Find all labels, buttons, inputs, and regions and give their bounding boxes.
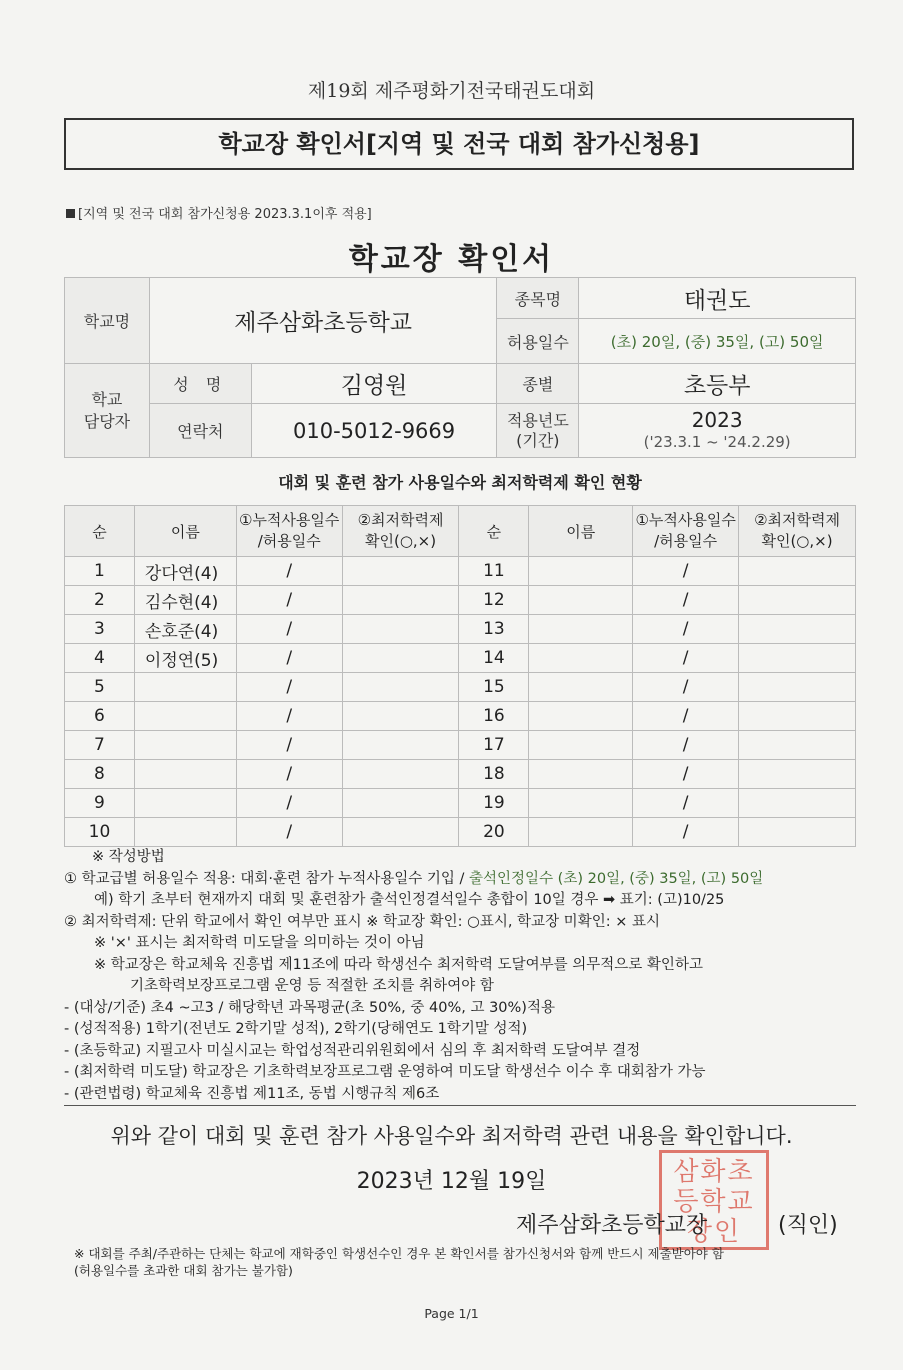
- days-label: 허용일수: [497, 319, 579, 364]
- row-no: 1: [65, 557, 135, 586]
- table-row: [65, 615, 856, 644]
- info-table: [64, 277, 856, 458]
- header-check-right-2: 확인(○,×): [761, 532, 833, 550]
- writing-notes: [64, 847, 864, 1105]
- row-name: [134, 818, 236, 847]
- school-label: 학교명: [65, 278, 150, 364]
- footnote-1: ※ 대회를 주최/주관하는 단체는 학교에 재학중인 학생선수인 경우 본 확인서를 참가신청서와 함께 반드시 제출받아야 함: [74, 1246, 724, 1261]
- year-cell: [579, 404, 856, 458]
- usage-table: [64, 505, 856, 847]
- sub-note: [66, 203, 372, 222]
- row-check: [342, 557, 459, 586]
- row-check: [342, 789, 459, 818]
- row-name: [134, 760, 236, 789]
- name-label: 성 명: [149, 364, 251, 404]
- row-days: /: [236, 731, 342, 760]
- detail-1: - (대상/기준) 초4 ~고3 / 해당학년 과목평균(초 50%, 중 40%, 고 30%)적용: [64, 999, 555, 1016]
- detail-2: - (성적적용) 1학기(전년도 2학기말 성적), 2학기(당해연도 1학기말 성적): [64, 1021, 528, 1037]
- row-no: 4: [65, 644, 135, 673]
- row-check: [342, 760, 459, 789]
- row-no: 7: [65, 731, 135, 760]
- row-days: /: [633, 760, 739, 789]
- row-check: [739, 586, 856, 615]
- note-3: ※ '×' 표시는 최저학력 미도달을 의미하는 것이 아님: [94, 935, 425, 951]
- event-title: 제19회 제주평화기전국태권도대회: [307, 80, 596, 102]
- document-title: 학교장 확인서[지역 및 전국 대회 참가신청용]: [64, 118, 854, 170]
- row-check: [739, 557, 856, 586]
- note-1a-highlight: 출석인정일수 (초) 20일, (중) 35일, (고) 50일: [469, 870, 764, 887]
- row-no: 12: [459, 586, 529, 615]
- row-no: 13: [459, 615, 529, 644]
- header-days-left-2: /허용일수: [257, 532, 321, 550]
- row-name: [134, 731, 236, 760]
- manager-label: 학교 담당자: [65, 364, 150, 458]
- seal-label: (직인): [778, 1213, 838, 1238]
- row-check: [739, 760, 856, 789]
- header-days-left: [236, 506, 342, 557]
- row-no: 8: [65, 760, 135, 789]
- table-row: [65, 818, 856, 847]
- school-value: 제주삼화초등학교: [149, 278, 497, 364]
- row-no: 16: [459, 702, 529, 731]
- header-no-left: 순: [65, 506, 135, 557]
- row-check: [342, 615, 459, 644]
- period-value: ('23.3.1 ~ '24.2.29): [643, 432, 791, 451]
- row-days: /: [633, 731, 739, 760]
- detail-3: - (초등학교) 지필고사 미실시교는 학업성적관리위원회에서 심의 후 최저학력 도달여부 결정: [64, 1042, 641, 1059]
- row-no: 9: [65, 789, 135, 818]
- detail-4: - (최저학력 미도달) 학교장은 기초학력보장프로그램 운영하여 미도달 학생선수 이수 후 대회참가 가능: [64, 1064, 706, 1080]
- table-row: [65, 557, 856, 586]
- divider: [64, 1105, 856, 1106]
- sport-label: 종목명: [497, 278, 579, 319]
- row-days: /: [633, 644, 739, 673]
- header-no-right: 순: [459, 506, 529, 557]
- table-row: [65, 673, 856, 702]
- row-name: [529, 702, 633, 731]
- table-row: [65, 760, 856, 789]
- row-days: /: [236, 702, 342, 731]
- row-name: 강다연(4): [134, 557, 236, 586]
- table-row: [65, 731, 856, 760]
- header-check-right-1: ②최저학력제: [754, 511, 840, 529]
- table-row: [65, 586, 856, 615]
- header-name-right: 이름: [529, 506, 633, 557]
- header-check-left-2: 확인(○,×): [364, 532, 437, 550]
- row-check: [342, 702, 459, 731]
- row-no: 11: [459, 557, 529, 586]
- table-row: [65, 644, 856, 673]
- row-check: [342, 818, 459, 847]
- note-4a: ※ 학교장은 학교체육 진흥법 제11조에 따라 학생선수 최저학력 도달여부를 의무적으로 확인하고: [94, 956, 703, 973]
- row-check: [739, 702, 856, 731]
- contact-label: 연락처: [149, 404, 251, 458]
- row-check: [739, 673, 856, 702]
- footnote: [74, 1245, 864, 1279]
- type-label: 종별: [497, 364, 579, 404]
- heading: 학교장 확인서: [348, 242, 555, 277]
- row-name: [529, 731, 633, 760]
- row-days: /: [236, 586, 342, 615]
- row-no: 14: [459, 644, 529, 673]
- type-value: 초등부: [579, 364, 856, 404]
- note-4b: 기초학력보장프로그램 운영 등 적절한 조치를 취하여야 함: [130, 978, 494, 994]
- days-value: (초) 20일, (중) 35일, (고) 50일: [579, 319, 856, 364]
- header-days-right: [633, 506, 739, 557]
- row-check: [342, 673, 459, 702]
- year-value: 2023: [691, 407, 743, 432]
- sport-value: 태권도: [579, 278, 856, 319]
- row-check: [739, 818, 856, 847]
- row-name: [529, 557, 633, 586]
- row-name: [134, 673, 236, 702]
- row-name: [529, 673, 633, 702]
- header-days-left-1: ①누적사용일수: [239, 511, 340, 529]
- row-name: 손호준(4): [134, 615, 236, 644]
- row-check: [342, 731, 459, 760]
- row-days: /: [633, 702, 739, 731]
- row-name: [529, 615, 633, 644]
- header-days-right-2: /허용일수: [654, 532, 718, 550]
- row-days: /: [236, 557, 342, 586]
- row-no: 20: [459, 818, 529, 847]
- row-name: 이정연(5): [134, 644, 236, 673]
- row-check: [739, 731, 856, 760]
- row-no: 18: [459, 760, 529, 789]
- note-1a-text: ① 학교급별 허용일수 적용: 대회·훈련 참가 누적사용일수 기입 /: [64, 870, 470, 887]
- header-days-right-1: ①누적사용일수: [635, 511, 736, 529]
- footnote-2: (허용일수를 초과한 대회 참가는 불가함): [74, 1263, 293, 1278]
- year-label-1: 적용년도: [506, 410, 569, 430]
- row-no: 3: [65, 615, 135, 644]
- header-check-left: [342, 506, 459, 557]
- row-days: /: [236, 644, 342, 673]
- row-no: 10: [65, 818, 135, 847]
- issue-date: 2023년 12월 19일: [356, 1169, 547, 1194]
- note-1b: 예) 학기 초부터 현재까지 대회 및 훈련참가 출석인정결석일수 총합이 10일 경우 ➡ 표기: (고)10/25: [94, 892, 725, 908]
- row-name: [134, 789, 236, 818]
- row-check: [342, 644, 459, 673]
- row-no: 2: [65, 586, 135, 615]
- year-label: [497, 404, 579, 458]
- row-days: /: [236, 818, 342, 847]
- note-1a: [64, 869, 864, 891]
- row-days: /: [633, 789, 739, 818]
- row-days: /: [236, 760, 342, 789]
- row-name: [529, 586, 633, 615]
- header-check-right: [739, 506, 856, 557]
- row-no: 15: [459, 673, 529, 702]
- header-check-left-1: ②최저학력제: [357, 511, 444, 529]
- row-days: /: [633, 615, 739, 644]
- square-bullet-icon: [66, 209, 75, 218]
- row-days: /: [633, 818, 739, 847]
- row-name: 김수현(4): [134, 586, 236, 615]
- row-name: [529, 789, 633, 818]
- row-days: /: [236, 789, 342, 818]
- note-2: ② 최저학력제: 단위 학교에서 확인 여부만 표시 ※ 학교장 확인: ○표시, 학교장 미확인: × 표시: [64, 913, 660, 930]
- notes-title: ※ 작성방법: [92, 849, 165, 865]
- detail-5: - (관련법령) 학교체육 진흥법 제11조, 동법 시행규칙 제6조: [64, 1085, 440, 1102]
- row-check: [739, 615, 856, 644]
- row-no: 5: [65, 673, 135, 702]
- sub-note-text: [지역 및 전국 대회 참가신청용 2023.3.1이후 적용]: [78, 207, 372, 222]
- page-number: Page 1/1: [424, 1306, 479, 1321]
- year-label-2: (기간): [516, 430, 560, 450]
- row-days: /: [236, 615, 342, 644]
- row-check: [342, 586, 459, 615]
- confirm-text: 위와 같이 대회 및 훈련 참가 사용일수와 최저학력 관련 내용을 확인합니다.: [110, 1124, 793, 1148]
- official-seal-stamp: 삼화초 등학교 장인: [659, 1150, 769, 1250]
- row-no: 17: [459, 731, 529, 760]
- row-days: /: [633, 586, 739, 615]
- row-days: /: [236, 673, 342, 702]
- row-check: [739, 644, 856, 673]
- usage-header: [65, 506, 856, 557]
- table-row: [65, 702, 856, 731]
- name-value: 김영원: [251, 364, 497, 404]
- row-name: [529, 760, 633, 789]
- header-name-left: 이름: [134, 506, 236, 557]
- table-caption: 대회 및 훈련 참가 사용일수와 최저학력제 확인 현황: [278, 473, 642, 492]
- row-name: [134, 702, 236, 731]
- row-name: [529, 644, 633, 673]
- table-row: [65, 789, 856, 818]
- row-days: /: [633, 557, 739, 586]
- contact-value: 010-5012-9669: [251, 404, 497, 458]
- row-no: 6: [65, 702, 135, 731]
- row-name: [529, 818, 633, 847]
- row-days: /: [633, 673, 739, 702]
- principal-name: 제주삼화초등학교장: [516, 1213, 708, 1238]
- row-no: 19: [459, 789, 529, 818]
- row-check: [739, 789, 856, 818]
